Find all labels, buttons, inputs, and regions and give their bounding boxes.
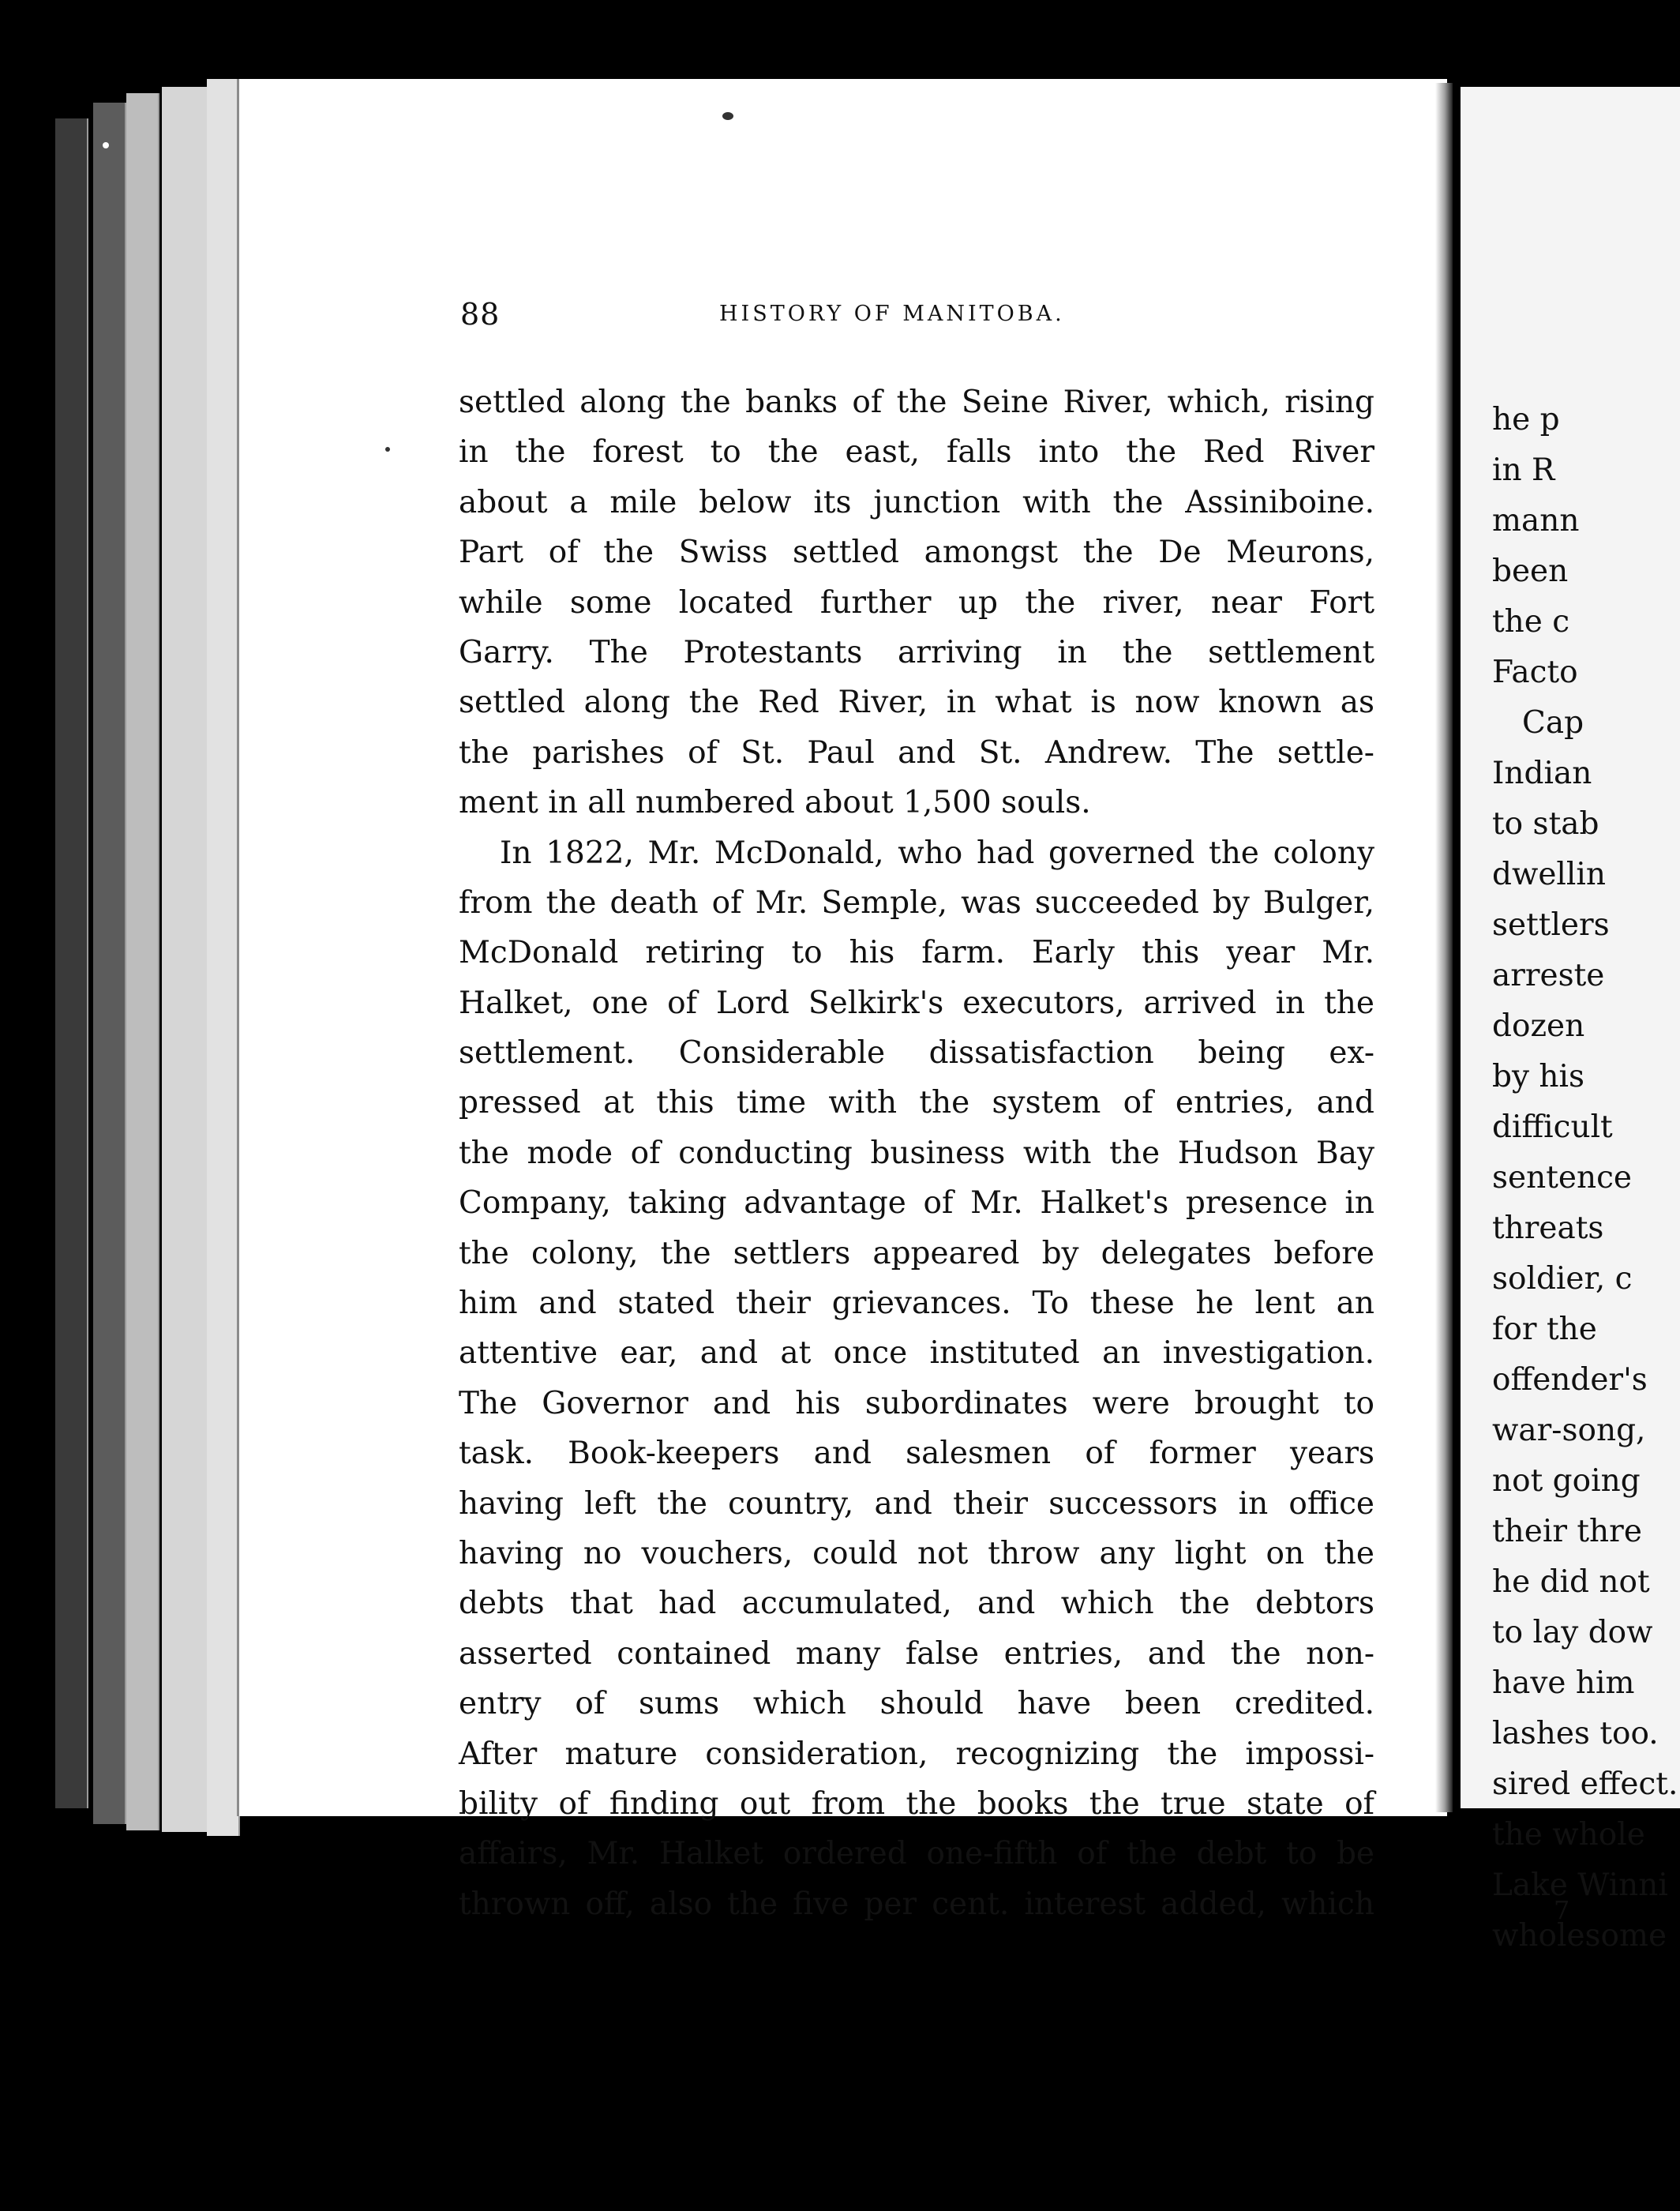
facing-text-line: Indian <box>1492 756 1592 791</box>
signature-mark: 7 <box>1554 1895 1570 1925</box>
facing-text-line: been <box>1492 554 1569 589</box>
book-gutter <box>1435 83 1453 1812</box>
scan-speck <box>385 447 390 452</box>
text-line: from the death of Mr. Semple, was succeeded by Bulger, <box>459 884 1374 921</box>
facing-page-text <box>1492 395 1680 1961</box>
text-line: entry of sums which should have been credited. <box>459 1686 1374 1722</box>
text-line: in the forest to the east, falls into the Red River <box>459 434 1374 471</box>
text-line: task. Book-keepers and salesmen of former years <box>459 1436 1374 1472</box>
facing-text-line: dozen <box>1492 1008 1585 1044</box>
text-line: In 1822, Mr. McDonald, who had governed the colony <box>500 835 1374 871</box>
facing-text-line: he did not <box>1492 1564 1650 1600</box>
facing-text-line: settlers <box>1492 907 1610 943</box>
facing-text-line: to stab <box>1492 806 1599 842</box>
facing-text-line: lashes too. <box>1492 1716 1659 1751</box>
facing-text-line: for the <box>1492 1312 1597 1347</box>
scan-speck <box>722 112 733 120</box>
facing-text-line: not going <box>1492 1463 1641 1499</box>
text-line: the colony, the settlers appeared by delegates before <box>459 1235 1374 1271</box>
facing-text-line: dwellin <box>1492 857 1606 892</box>
text-line: debts that had accumulated, and which the debtors <box>459 1586 1374 1622</box>
facing-text-line: war-song, <box>1492 1413 1646 1448</box>
facing-text-line: Facto <box>1492 655 1578 690</box>
scan-speck <box>103 142 109 148</box>
text-line: affairs, Mr. Halket ordered one-fifth of the debt to be <box>459 1836 1374 1872</box>
text-line: Company, taking advantage of Mr. Halket's presence in <box>459 1185 1374 1222</box>
text-line: asserted contained many false entries, and the non- <box>459 1635 1374 1672</box>
text-line: Part of the Swiss settled amongst the De Meurons, <box>459 535 1374 571</box>
text-line: pressed at this time with the system of entries, and <box>459 1085 1374 1121</box>
facing-text-line: difficult <box>1492 1109 1613 1145</box>
facing-text-line: Lake Winni <box>1492 1868 1668 1903</box>
facing-text-line: mann <box>1492 503 1580 539</box>
page-number: 88 <box>460 297 501 332</box>
facing-text-line: he p <box>1492 402 1560 437</box>
text-line: while some located further up the river, near Fort <box>459 584 1374 621</box>
body-text <box>459 377 1374 1929</box>
text-line: the parishes of St. Paul and St. Andrew. The settle- <box>459 734 1374 771</box>
facing-text-line: offender's <box>1492 1362 1648 1398</box>
facing-text-line: the c <box>1492 604 1570 640</box>
text-line: After mature consideration, recognizing the impossi- <box>459 1736 1374 1772</box>
page-edge <box>207 79 240 1836</box>
text-line: Garry. The Protestants arriving in the settlement <box>459 634 1374 670</box>
facing-text-line: soldier, c <box>1492 1261 1633 1297</box>
facing-text-line: sired effect. <box>1492 1766 1678 1802</box>
text-line: settlement. Considerable dissatisfaction being ex- <box>459 1035 1374 1072</box>
running-title: HISTORY OF MANITOBA. <box>719 302 1065 326</box>
text-line: the mode of conducting business with the Hudson Bay <box>459 1135 1374 1171</box>
text-line: thrown off, also the five per cent. interest added, which <box>459 1886 1374 1922</box>
facing-text-line: arreste <box>1492 958 1605 993</box>
facing-text-line: sentence <box>1492 1160 1633 1196</box>
text-line: Halket, one of Lord Selkirk's executors, arrived in the <box>459 985 1374 1021</box>
facing-text-line: threats <box>1492 1211 1604 1246</box>
text-line: having left the country, and their successors in office <box>459 1485 1374 1522</box>
text-line: settled along the Red River, in what is now known as <box>459 685 1374 721</box>
facing-text-line: Cap <box>1522 705 1584 741</box>
running-head <box>460 297 1376 336</box>
page-edge <box>126 93 159 1830</box>
facing-text-line: their thre <box>1492 1514 1642 1549</box>
facing-text-line: by his <box>1492 1059 1584 1094</box>
facing-text-line: to lay dow <box>1492 1615 1653 1650</box>
facing-text-line: wholesome <box>1492 1918 1667 1954</box>
text-line: The Governor and his subordinates were brought to <box>459 1385 1374 1421</box>
text-line: McDonald retiring to his farm. Early this year Mr. <box>459 935 1374 971</box>
facing-text-line: the whole <box>1492 1817 1645 1853</box>
page-edge <box>55 118 88 1808</box>
facing-text-line: have him <box>1492 1665 1635 1701</box>
text-line: bility of finding out from the books the true state of <box>459 1785 1374 1822</box>
text-line: ment in all numbered about 1,500 souls. <box>459 785 1091 821</box>
facing-text-line: in R <box>1492 452 1555 488</box>
text-line: attentive ear, and at once instituted an investigation. <box>459 1335 1374 1372</box>
text-line: having no vouchers, could not throw any light on the <box>459 1535 1374 1571</box>
text-line: about a mile below its junction with the Assiniboine. <box>459 484 1374 520</box>
text-line: settled along the banks of the Seine River, which, rising <box>459 385 1374 420</box>
page-edge <box>162 87 211 1832</box>
page-edge <box>93 103 126 1824</box>
text-line: him and stated their grievances. To these he lent an <box>459 1286 1374 1322</box>
